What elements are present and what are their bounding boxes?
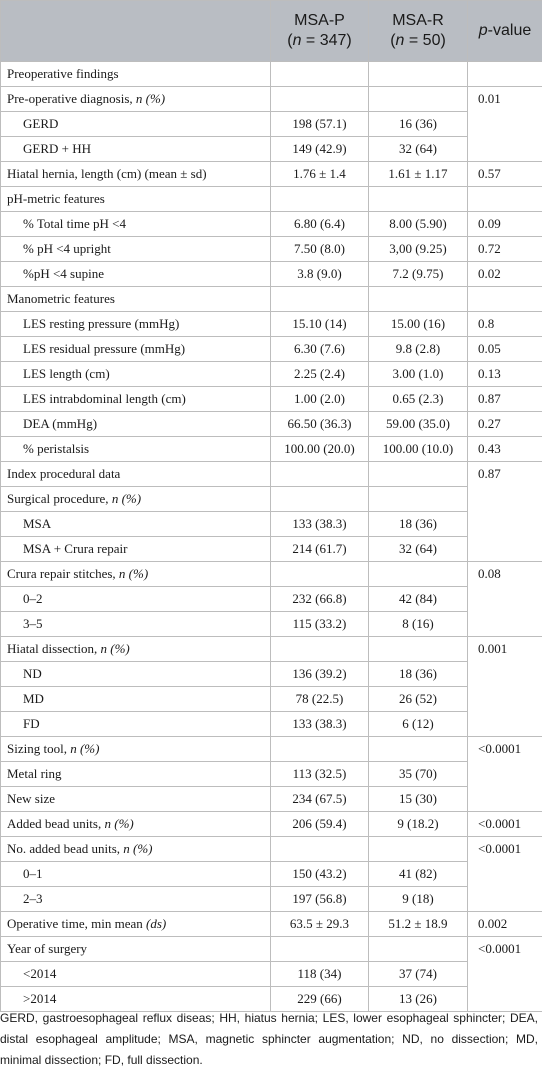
row-label-text: No. added bead units, (7, 841, 124, 856)
table-row (1, 212, 542, 237)
cell-msa-r: 8 (16) (369, 612, 468, 637)
cell-msa-p: 6.30 (7.6) (271, 337, 369, 362)
row-label (1, 212, 271, 237)
row-label-text: Crura repair stitches, (7, 566, 119, 581)
cell-msa-r: 51.2 ± 18.9 (369, 912, 468, 937)
table-row (1, 312, 542, 337)
cell-msa-p (271, 562, 369, 587)
cell-p-value: 0.001 (468, 637, 542, 737)
table-row (1, 662, 542, 687)
cell-msa-r: 6 (12) (369, 712, 468, 737)
cell-p-value: 0.08 (468, 562, 542, 637)
row-label-text: pH-metric features (7, 191, 105, 206)
header-p-italic: p (478, 22, 488, 39)
row-label (1, 712, 271, 737)
cell-msa-p (271, 462, 369, 487)
header-msa-r-count: = 50) (404, 32, 446, 49)
cell-msa-r: 7.2 (9.75) (369, 262, 468, 287)
table-row (1, 887, 542, 912)
cell-msa-r: 9.8 (2.8) (369, 337, 468, 362)
table-row (1, 562, 542, 587)
cell-p-value (468, 187, 542, 212)
cell-msa-r (369, 637, 468, 662)
row-label-text: Operative time, min mean (7, 916, 146, 931)
cell-msa-p: 1.00 (2.0) (271, 387, 369, 412)
row-label-text: 0–1 (23, 866, 43, 881)
cell-msa-p: 214 (61.7) (271, 537, 369, 562)
cell-msa-p (271, 837, 369, 862)
table-row (1, 237, 542, 262)
table-row (1, 762, 542, 787)
header-variable (1, 1, 271, 62)
row-label-text: LES length (cm) (23, 366, 110, 381)
table-row (1, 712, 542, 737)
row-label (1, 462, 271, 487)
cell-msa-r: 35 (70) (369, 762, 468, 787)
table-row (1, 537, 542, 562)
row-label-text: FD (23, 716, 40, 731)
row-label-text: % peristalsis (23, 441, 90, 456)
row-label (1, 537, 271, 562)
table-footnote: GERD, gastroesophageal reflux diseas; HH, hiatus hernia; LES, lower esophageal sphincter; DEA, distal esophageal amplitude; MSA, magnetic sphincter augmentation; ND, no dissection; MD, minimal dissection; FD, full dissection. (0, 1011, 538, 1067)
row-label (1, 262, 271, 287)
cell-msa-r: 13 (26) (369, 987, 468, 1012)
row-label-text: LES resting pressure (mmHg) (23, 316, 180, 331)
cell-msa-p (271, 87, 369, 112)
cell-msa-r: 18 (36) (369, 662, 468, 687)
cell-msa-r: 9 (18.2) (369, 812, 468, 837)
row-label-text: Hiatal hernia, length (cm) (mean ± sd) (7, 166, 207, 181)
cell-msa-p: 206 (59.4) (271, 812, 369, 837)
cell-p-value (468, 62, 542, 87)
table-row (1, 362, 542, 387)
row-label (1, 562, 271, 587)
row-label (1, 687, 271, 712)
row-label-text: Metal ring (7, 766, 62, 781)
table-row (1, 337, 542, 362)
row-label-text: New size (7, 791, 56, 806)
cell-msa-r: 8.00 (5.90) (369, 212, 468, 237)
cell-msa-p: 7.50 (8.0) (271, 237, 369, 262)
row-label (1, 887, 271, 912)
cell-p-value: 0.02 (468, 262, 542, 287)
cell-msa-r: 59.00 (35.0) (369, 412, 468, 437)
row-label (1, 187, 271, 212)
table-row (1, 937, 542, 962)
cell-msa-r: 0.65 (2.3) (369, 387, 468, 412)
row-label-text: MSA + Crura repair (23, 541, 128, 556)
row-label-text: GERD (23, 116, 59, 131)
cell-msa-r (369, 562, 468, 587)
header-msa-p-open: ( (287, 32, 293, 49)
cell-p-value (468, 287, 542, 312)
row-label (1, 437, 271, 462)
table-header (1, 1, 542, 62)
row-label (1, 662, 271, 687)
header-p-rest: -value (487, 22, 532, 39)
cell-msa-p: 133 (38.3) (271, 712, 369, 737)
header-msa-p-n: n (292, 32, 302, 49)
row-label-stat: (ds) (145, 916, 167, 931)
cell-p-value: 0.09 (468, 212, 542, 237)
table-row (1, 912, 542, 937)
row-label (1, 412, 271, 437)
cell-msa-p: 229 (66) (271, 987, 369, 1012)
cell-msa-p: 100.00 (20.0) (271, 437, 369, 462)
header-msa-p-title: MSA-P (294, 12, 345, 29)
table-row (1, 87, 542, 112)
table-row (1, 137, 542, 162)
row-label-text: Hiatal dissection, (7, 641, 101, 656)
cell-msa-p (271, 187, 369, 212)
row-label (1, 362, 271, 387)
row-label-text: Manometric features (7, 291, 115, 306)
cell-msa-r: 9 (18) (369, 887, 468, 912)
cell-msa-p: 198 (57.1) (271, 112, 369, 137)
cell-msa-p: 1.76 ± 1.4 (271, 162, 369, 187)
cell-msa-p: 113 (32.5) (271, 762, 369, 787)
row-label (1, 812, 271, 837)
table-row (1, 262, 542, 287)
table-row (1, 437, 542, 462)
cell-p-value: 0.87 (468, 387, 542, 412)
cell-msa-r: 32 (64) (369, 137, 468, 162)
row-label-stat: n (%) (135, 91, 166, 106)
cell-p-value: 0.05 (468, 337, 542, 362)
row-label-text: DEA (mmHg) (23, 416, 98, 431)
cell-msa-r (369, 62, 468, 87)
cell-msa-p (271, 737, 369, 762)
row-label-text: % pH <4 upright (23, 241, 111, 256)
cell-msa-r: 16 (36) (369, 112, 468, 137)
row-label (1, 112, 271, 137)
row-label (1, 137, 271, 162)
cell-msa-p (271, 637, 369, 662)
cell-p-value: 0.8 (468, 312, 542, 337)
cell-msa-p: 232 (66.8) (271, 587, 369, 612)
row-label (1, 62, 271, 87)
header-p-value (468, 1, 542, 62)
header-msa-r-open: ( (390, 32, 396, 49)
cell-msa-p: 3.8 (9.0) (271, 262, 369, 287)
cell-msa-p: 133 (38.3) (271, 512, 369, 537)
cell-msa-r: 18 (36) (369, 512, 468, 537)
row-label (1, 287, 271, 312)
table-row (1, 862, 542, 887)
row-label-text: ND (23, 666, 42, 681)
row-label-text: GERD + HH (23, 141, 91, 156)
row-label-text: MSA (23, 516, 52, 531)
cell-msa-p: 149 (42.9) (271, 137, 369, 162)
cell-msa-p: 150 (43.2) (271, 862, 369, 887)
row-label (1, 237, 271, 262)
table-row (1, 187, 542, 212)
row-label (1, 762, 271, 787)
cell-msa-p (271, 287, 369, 312)
row-label (1, 912, 271, 937)
cell-msa-p: 115 (33.2) (271, 612, 369, 637)
row-label (1, 612, 271, 637)
cell-msa-p (271, 487, 369, 512)
row-label-text: >2014 (23, 991, 57, 1006)
table-row (1, 387, 542, 412)
table-row (1, 162, 542, 187)
row-label (1, 587, 271, 612)
row-label (1, 312, 271, 337)
cell-msa-p: 15.10 (14) (271, 312, 369, 337)
cell-p-value: 0.43 (468, 437, 542, 462)
cell-msa-r: 3,00 (9.25) (369, 237, 468, 262)
cell-msa-p: 234 (67.5) (271, 787, 369, 812)
table-body (1, 62, 542, 1012)
row-label-text: Pre-operative diagnosis, (7, 91, 136, 106)
cell-msa-p: 63.5 ± 29.3 (271, 912, 369, 937)
cell-msa-p: 78 (22.5) (271, 687, 369, 712)
table-row (1, 637, 542, 662)
cell-p-value: 0.87 (468, 462, 542, 562)
header-msa-r-title: MSA-R (392, 12, 444, 29)
cell-msa-r (369, 737, 468, 762)
cell-msa-p: 197 (56.8) (271, 887, 369, 912)
cell-msa-r: 41 (82) (369, 862, 468, 887)
row-label-text: % Total time pH <4 (23, 216, 126, 231)
cell-msa-r: 3.00 (1.0) (369, 362, 468, 387)
table-row (1, 812, 542, 837)
row-label-text: 0–2 (23, 591, 43, 606)
cell-p-value: <0.0001 (468, 837, 542, 912)
cell-p-value: 0.13 (468, 362, 542, 387)
table-row (1, 737, 542, 762)
cell-p-value: 0.57 (468, 162, 542, 187)
table-row (1, 587, 542, 612)
row-label-stat: n (%) (111, 491, 142, 506)
row-label-text: LES intrabdominal length (cm) (23, 391, 186, 406)
cell-msa-p: 6.80 (6.4) (271, 212, 369, 237)
cell-msa-r (369, 937, 468, 962)
row-label-stat: n (%) (104, 816, 134, 831)
header-msa-r-n: n (395, 32, 405, 49)
header-msa-r (369, 1, 468, 62)
row-label (1, 87, 271, 112)
row-label-text: Sizing tool, (7, 741, 71, 756)
table-row (1, 112, 542, 137)
row-label (1, 337, 271, 362)
cell-msa-r (369, 87, 468, 112)
row-label-text: Year of surgery (7, 941, 88, 956)
table-row (1, 412, 542, 437)
row-label (1, 512, 271, 537)
cell-msa-p (271, 937, 369, 962)
table-row (1, 287, 542, 312)
row-label-text: Preoperative findings (7, 66, 119, 81)
table-row (1, 512, 542, 537)
header-msa-p-count: = 347) (301, 32, 352, 49)
cell-msa-r (369, 487, 468, 512)
cell-p-value: 0.002 (468, 912, 542, 937)
cell-msa-p: 136 (39.2) (271, 662, 369, 687)
row-label-text: 2–3 (23, 891, 43, 906)
cell-msa-r: 15 (30) (369, 787, 468, 812)
cell-p-value: 0.72 (468, 237, 542, 262)
header-msa-p (271, 1, 369, 62)
row-label-stat: n (%) (70, 741, 100, 756)
table-row (1, 487, 542, 512)
cell-p-value: 0.01 (468, 87, 542, 162)
row-label-text: MD (23, 691, 44, 706)
row-label (1, 837, 271, 862)
cell-msa-p: 66.50 (36.3) (271, 412, 369, 437)
cell-msa-r: 32 (64) (369, 537, 468, 562)
cell-msa-r: 100.00 (10.0) (369, 437, 468, 462)
row-label (1, 487, 271, 512)
cell-msa-p (271, 62, 369, 87)
row-label-text: <2014 (23, 966, 57, 981)
row-label-text: 3–5 (23, 616, 43, 631)
row-label (1, 162, 271, 187)
row-label-text: Index procedural data (7, 466, 121, 481)
cell-msa-r (369, 287, 468, 312)
cell-p-value: <0.0001 (468, 937, 542, 1012)
cell-msa-r: 42 (84) (369, 587, 468, 612)
table-row (1, 687, 542, 712)
table-row (1, 62, 542, 87)
cell-msa-r (369, 187, 468, 212)
cell-msa-r (369, 837, 468, 862)
table-row (1, 837, 542, 862)
row-label (1, 862, 271, 887)
table-row (1, 462, 542, 487)
row-label-stat: n (%) (123, 841, 153, 856)
table-row (1, 787, 542, 812)
cell-p-value: <0.0001 (468, 737, 542, 812)
header-row (1, 1, 542, 62)
cell-msa-r: 37 (74) (369, 962, 468, 987)
row-label-text: LES residual pressure (mmHg) (23, 341, 186, 356)
row-label (1, 387, 271, 412)
cell-p-value: 0.27 (468, 412, 542, 437)
row-label (1, 962, 271, 987)
cell-p-value: <0.0001 (468, 812, 542, 837)
row-label-stat: n (%) (118, 566, 149, 581)
table-row (1, 612, 542, 637)
row-label-text: %pH <4 supine (23, 266, 104, 281)
cell-msa-r: 15.00 (16) (369, 312, 468, 337)
cell-msa-r (369, 462, 468, 487)
row-label-text: Added bead units, (7, 816, 105, 831)
cell-msa-p: 2.25 (2.4) (271, 362, 369, 387)
row-label-stat: n (%) (100, 641, 130, 656)
cell-msa-r: 1.61 ± 1.17 (369, 162, 468, 187)
cell-msa-p: 118 (34) (271, 962, 369, 987)
row-label (1, 937, 271, 962)
table-row (1, 962, 542, 987)
row-label (1, 787, 271, 812)
cell-msa-r: 26 (52) (369, 687, 468, 712)
row-label (1, 637, 271, 662)
row-label-text: Surgical procedure, (7, 491, 112, 506)
row-label (1, 737, 271, 762)
